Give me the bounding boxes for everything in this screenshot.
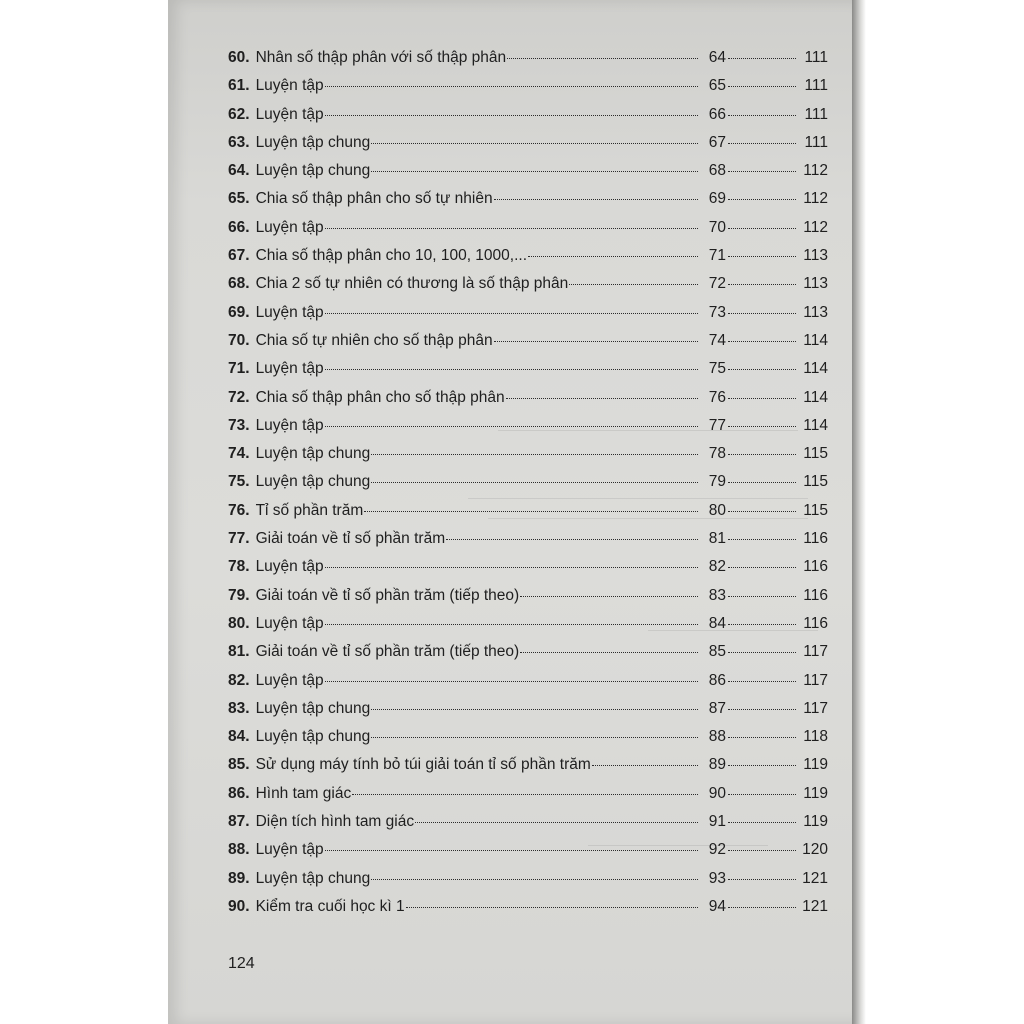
lesson-number: 67. bbox=[228, 247, 250, 265]
page-ref-primary: 94 bbox=[708, 897, 726, 915]
dot-leader bbox=[728, 58, 796, 59]
toc-entry bbox=[228, 530, 828, 558]
toc-entry bbox=[228, 587, 828, 615]
dot-leader bbox=[728, 681, 796, 682]
lesson-title: Luyện tập bbox=[255, 671, 324, 689]
toc-entry bbox=[228, 417, 828, 445]
dot-leader bbox=[371, 879, 698, 880]
toc-entry bbox=[228, 190, 828, 218]
page-ref-secondary: 115 bbox=[803, 445, 828, 463]
dot-leader bbox=[728, 341, 796, 342]
dot-leader bbox=[446, 539, 698, 540]
lesson-number: 77. bbox=[228, 530, 250, 548]
page-ref-secondary: 111 bbox=[804, 133, 828, 151]
lesson-title: Chia số tự nhiên cho số thập phân bbox=[255, 331, 493, 349]
page-ref-secondary: 117 bbox=[803, 643, 828, 661]
page-ref-secondary: 119 bbox=[803, 756, 828, 774]
page-ref-primary: 85 bbox=[708, 643, 726, 661]
page-ref-secondary: 111 bbox=[804, 49, 828, 66]
lesson-number: 89. bbox=[228, 869, 250, 887]
lesson-number: 61. bbox=[228, 77, 250, 95]
dot-leader bbox=[728, 284, 796, 285]
page-ref-primary: 77 bbox=[708, 416, 726, 434]
dot-leader bbox=[520, 652, 698, 653]
lesson-title: Luyện tập chung bbox=[255, 133, 371, 151]
dot-leader bbox=[325, 228, 698, 229]
page-ref-secondary: 113 bbox=[803, 247, 828, 265]
page-ref-primary: 92 bbox=[708, 841, 726, 859]
toc-entry bbox=[228, 558, 828, 586]
dot-leader bbox=[728, 794, 796, 795]
page-ref-secondary: 120 bbox=[802, 841, 828, 859]
dot-leader bbox=[728, 879, 796, 880]
lesson-title: Luyện tập chung bbox=[255, 869, 371, 887]
dot-leader bbox=[728, 313, 796, 314]
lesson-title: Luyện tập chung bbox=[255, 728, 371, 746]
toc-entry bbox=[228, 756, 828, 784]
dot-leader bbox=[728, 228, 796, 229]
toc-entry bbox=[228, 672, 828, 700]
toc-entry bbox=[228, 360, 828, 388]
lesson-number: 80. bbox=[228, 614, 250, 632]
lesson-title: Luyện tập bbox=[255, 416, 324, 434]
page-ref-primary: 93 bbox=[708, 869, 726, 887]
lesson-title: Luyện tập chung bbox=[255, 699, 371, 717]
dot-leader bbox=[325, 369, 698, 370]
dot-leader bbox=[728, 652, 796, 653]
toc-entry bbox=[228, 502, 828, 530]
page-ref-primary: 75 bbox=[708, 360, 726, 378]
page-ref-secondary: 111 bbox=[804, 105, 828, 123]
dot-leader bbox=[506, 398, 698, 399]
lesson-title: Luyện tập bbox=[255, 77, 324, 95]
lesson-number: 65. bbox=[228, 190, 250, 208]
toc-entry bbox=[228, 332, 828, 360]
page-ref-secondary: 113 bbox=[803, 303, 828, 321]
lesson-title: Luyện tập bbox=[255, 841, 324, 859]
page-ref-secondary: 119 bbox=[803, 813, 828, 831]
page-ref-primary: 74 bbox=[708, 331, 726, 349]
dot-leader bbox=[728, 539, 796, 540]
dot-leader bbox=[364, 511, 698, 512]
lesson-number: 75. bbox=[228, 473, 250, 491]
dot-leader bbox=[371, 737, 698, 738]
toc-entry bbox=[228, 841, 828, 869]
lesson-title: Luyện tập bbox=[255, 360, 324, 378]
dot-leader bbox=[371, 709, 698, 710]
toc-entry bbox=[228, 728, 828, 756]
dot-leader bbox=[371, 482, 698, 483]
page-ref-secondary: 113 bbox=[803, 275, 828, 293]
page-ref-primary: 89 bbox=[708, 756, 726, 774]
dot-leader bbox=[352, 794, 698, 795]
lesson-number: 87. bbox=[228, 813, 250, 831]
page-ref-primary: 73 bbox=[708, 303, 726, 321]
page-ref-primary: 78 bbox=[708, 445, 726, 463]
dot-leader bbox=[325, 624, 698, 625]
lesson-title: Tỉ số phần trăm bbox=[255, 501, 364, 519]
lesson-title: Luyện tập bbox=[255, 558, 324, 576]
dot-leader bbox=[728, 454, 796, 455]
page-ref-primary: 66 bbox=[708, 105, 726, 123]
dot-leader bbox=[728, 482, 796, 483]
dot-leader bbox=[528, 256, 698, 257]
lesson-number: 72. bbox=[228, 388, 250, 406]
page-ref-primary: 64 bbox=[708, 49, 726, 66]
lesson-title: Chia số thập phân cho 10, 100, 1000,... bbox=[255, 247, 528, 265]
dot-leader bbox=[728, 426, 796, 427]
book-page bbox=[168, 0, 856, 1024]
lesson-title: Luyện tập bbox=[255, 218, 324, 236]
dot-leader bbox=[494, 341, 698, 342]
lesson-title: Luyện tập chung bbox=[255, 473, 371, 491]
page-ref-secondary: 119 bbox=[803, 784, 828, 802]
lesson-title: Giải toán về tỉ số phần trăm (tiếp theo) bbox=[255, 586, 520, 604]
dot-leader bbox=[569, 284, 698, 285]
toc-entry bbox=[228, 785, 828, 813]
page-ref-primary: 80 bbox=[708, 501, 726, 519]
toc-entry bbox=[228, 643, 828, 671]
toc-entry bbox=[228, 275, 828, 303]
lesson-number: 74. bbox=[228, 445, 250, 463]
dot-leader bbox=[325, 86, 698, 87]
toc-entry bbox=[228, 445, 828, 473]
page-ref-primary: 84 bbox=[708, 614, 726, 632]
toc-entry bbox=[228, 473, 828, 501]
lesson-number: 70. bbox=[228, 331, 250, 349]
toc-entry bbox=[228, 389, 828, 417]
lesson-title: Hình tam giác bbox=[255, 784, 352, 802]
dot-leader bbox=[415, 822, 698, 823]
toc-entry bbox=[228, 77, 828, 105]
lesson-number: 68. bbox=[228, 275, 250, 293]
dot-leader bbox=[520, 596, 698, 597]
dot-leader bbox=[325, 850, 698, 851]
toc-entry bbox=[228, 134, 828, 162]
page-ref-secondary: 121 bbox=[802, 897, 828, 915]
lesson-number: 83. bbox=[228, 699, 250, 717]
dot-leader bbox=[728, 907, 796, 908]
lesson-number: 90. bbox=[228, 897, 250, 915]
page-ref-primary: 69 bbox=[708, 190, 726, 208]
lesson-number: 85. bbox=[228, 756, 250, 774]
page-ref-primary: 91 bbox=[708, 813, 726, 831]
lesson-title: Kiểm tra cuối học kì 1 bbox=[255, 897, 405, 915]
page-ref-primary: 79 bbox=[708, 473, 726, 491]
page-ref-secondary: 116 bbox=[803, 586, 828, 604]
page-ref-primary: 76 bbox=[708, 388, 726, 406]
dot-leader bbox=[728, 86, 796, 87]
dot-leader bbox=[728, 596, 796, 597]
page-ref-primary: 82 bbox=[708, 558, 726, 576]
page-ref-primary: 86 bbox=[708, 671, 726, 689]
dot-leader bbox=[406, 907, 698, 908]
dot-leader bbox=[728, 567, 796, 568]
toc-entry bbox=[228, 870, 828, 898]
dot-leader bbox=[728, 765, 796, 766]
dot-leader bbox=[507, 58, 698, 59]
toc-entry bbox=[228, 106, 828, 134]
dot-leader bbox=[371, 171, 698, 172]
lesson-title: Luyện tập bbox=[255, 303, 324, 321]
toc-entry bbox=[228, 247, 828, 275]
lesson-number: 60. bbox=[228, 49, 250, 66]
toc-entry bbox=[228, 898, 828, 926]
dot-leader bbox=[728, 369, 796, 370]
dot-leader bbox=[494, 199, 698, 200]
lesson-number: 62. bbox=[228, 105, 250, 123]
page-ref-primary: 83 bbox=[708, 586, 726, 604]
page-ref-primary: 88 bbox=[708, 728, 726, 746]
page-ref-secondary: 114 bbox=[803, 360, 828, 378]
dot-leader bbox=[325, 681, 698, 682]
page-ref-primary: 87 bbox=[708, 699, 726, 717]
lesson-title: Chia số thập phân cho số thập phân bbox=[255, 388, 505, 406]
lesson-title: Diện tích hình tam giác bbox=[255, 813, 415, 831]
page-number: 124 bbox=[228, 955, 255, 972]
lesson-title: Luyện tập chung bbox=[255, 445, 371, 463]
dot-leader bbox=[728, 511, 796, 512]
page-ref-primary: 90 bbox=[708, 784, 726, 802]
lesson-number: 78. bbox=[228, 558, 250, 576]
dot-leader bbox=[728, 256, 796, 257]
lesson-title: Chia số thập phân cho số tự nhiên bbox=[255, 190, 493, 208]
page-ref-primary: 81 bbox=[708, 530, 726, 548]
dot-leader bbox=[728, 737, 796, 738]
page-ref-secondary: 116 bbox=[803, 558, 828, 576]
dot-leader bbox=[371, 454, 698, 455]
page-ref-secondary: 112 bbox=[803, 190, 828, 208]
dot-leader bbox=[728, 709, 796, 710]
lesson-number: 79. bbox=[228, 586, 250, 604]
page-ref-secondary: 114 bbox=[803, 331, 828, 349]
page-ref-secondary: 116 bbox=[803, 530, 828, 548]
page-ref-secondary: 121 bbox=[802, 869, 828, 887]
page-edge-shadow bbox=[852, 0, 866, 1024]
page-ref-secondary: 114 bbox=[803, 416, 828, 434]
page-ref-secondary: 115 bbox=[803, 501, 828, 519]
lesson-number: 86. bbox=[228, 784, 250, 802]
lesson-number: 71. bbox=[228, 360, 250, 378]
dot-leader bbox=[728, 624, 796, 625]
lesson-number: 84. bbox=[228, 728, 250, 746]
toc-entry bbox=[228, 700, 828, 728]
dot-leader bbox=[592, 765, 698, 766]
toc-entry bbox=[228, 813, 828, 841]
page-ref-secondary: 117 bbox=[803, 699, 828, 717]
dot-leader bbox=[371, 143, 698, 144]
lesson-title: Giải toán về tỉ số phần trăm bbox=[255, 530, 446, 548]
page-ref-primary: 68 bbox=[708, 162, 726, 180]
page-ref-primary: 65 bbox=[708, 77, 726, 95]
dot-leader bbox=[728, 171, 796, 172]
lesson-title: Nhân số thập phân với số thập phân bbox=[255, 49, 507, 66]
dot-leader bbox=[728, 143, 796, 144]
lesson-number: 81. bbox=[228, 643, 250, 661]
dot-leader bbox=[728, 199, 796, 200]
page-ref-secondary: 116 bbox=[803, 614, 828, 632]
toc-entry bbox=[228, 219, 828, 247]
page-ref-secondary: 114 bbox=[803, 388, 828, 406]
page-ref-primary: 72 bbox=[708, 275, 726, 293]
lesson-title: Giải toán về tỉ số phần trăm (tiếp theo) bbox=[255, 643, 520, 661]
dot-leader bbox=[325, 426, 698, 427]
page-ref-secondary: 115 bbox=[803, 473, 828, 491]
lesson-title: Luyện tập bbox=[255, 105, 324, 123]
lesson-number: 64. bbox=[228, 162, 250, 180]
page-ref-secondary: 112 bbox=[803, 218, 828, 236]
dot-leader bbox=[728, 822, 796, 823]
table-of-contents bbox=[228, 49, 828, 926]
dot-leader bbox=[728, 398, 796, 399]
lesson-number: 63. bbox=[228, 133, 250, 151]
toc-entry bbox=[228, 615, 828, 643]
dot-leader bbox=[325, 567, 698, 568]
page-ref-primary: 67 bbox=[708, 133, 726, 151]
toc-entry bbox=[228, 49, 828, 77]
lesson-title: Luyện tập bbox=[255, 614, 324, 632]
dot-leader bbox=[325, 313, 698, 314]
page-ref-secondary: 118 bbox=[803, 728, 828, 746]
toc-entry bbox=[228, 162, 828, 190]
page-ref-primary: 70 bbox=[708, 218, 726, 236]
dot-leader bbox=[728, 115, 796, 116]
lesson-number: 88. bbox=[228, 841, 250, 859]
lesson-title: Chia 2 số tự nhiên có thương là số thập phân bbox=[255, 275, 569, 293]
dot-leader bbox=[728, 850, 796, 851]
lesson-number: 69. bbox=[228, 303, 250, 321]
toc-entry bbox=[228, 304, 828, 332]
page-ref-secondary: 117 bbox=[803, 671, 828, 689]
page-ref-secondary: 111 bbox=[804, 77, 828, 95]
lesson-title: Luyện tập chung bbox=[255, 162, 371, 180]
page-ref-secondary: 112 bbox=[803, 162, 828, 180]
lesson-number: 76. bbox=[228, 501, 250, 519]
page-ref-primary: 71 bbox=[708, 247, 726, 265]
lesson-number: 82. bbox=[228, 671, 250, 689]
lesson-number: 66. bbox=[228, 218, 250, 236]
dot-leader bbox=[325, 115, 698, 116]
lesson-title: Sử dụng máy tính bỏ túi giải toán tỉ số phần trăm bbox=[255, 756, 591, 774]
lesson-number: 73. bbox=[228, 416, 250, 434]
